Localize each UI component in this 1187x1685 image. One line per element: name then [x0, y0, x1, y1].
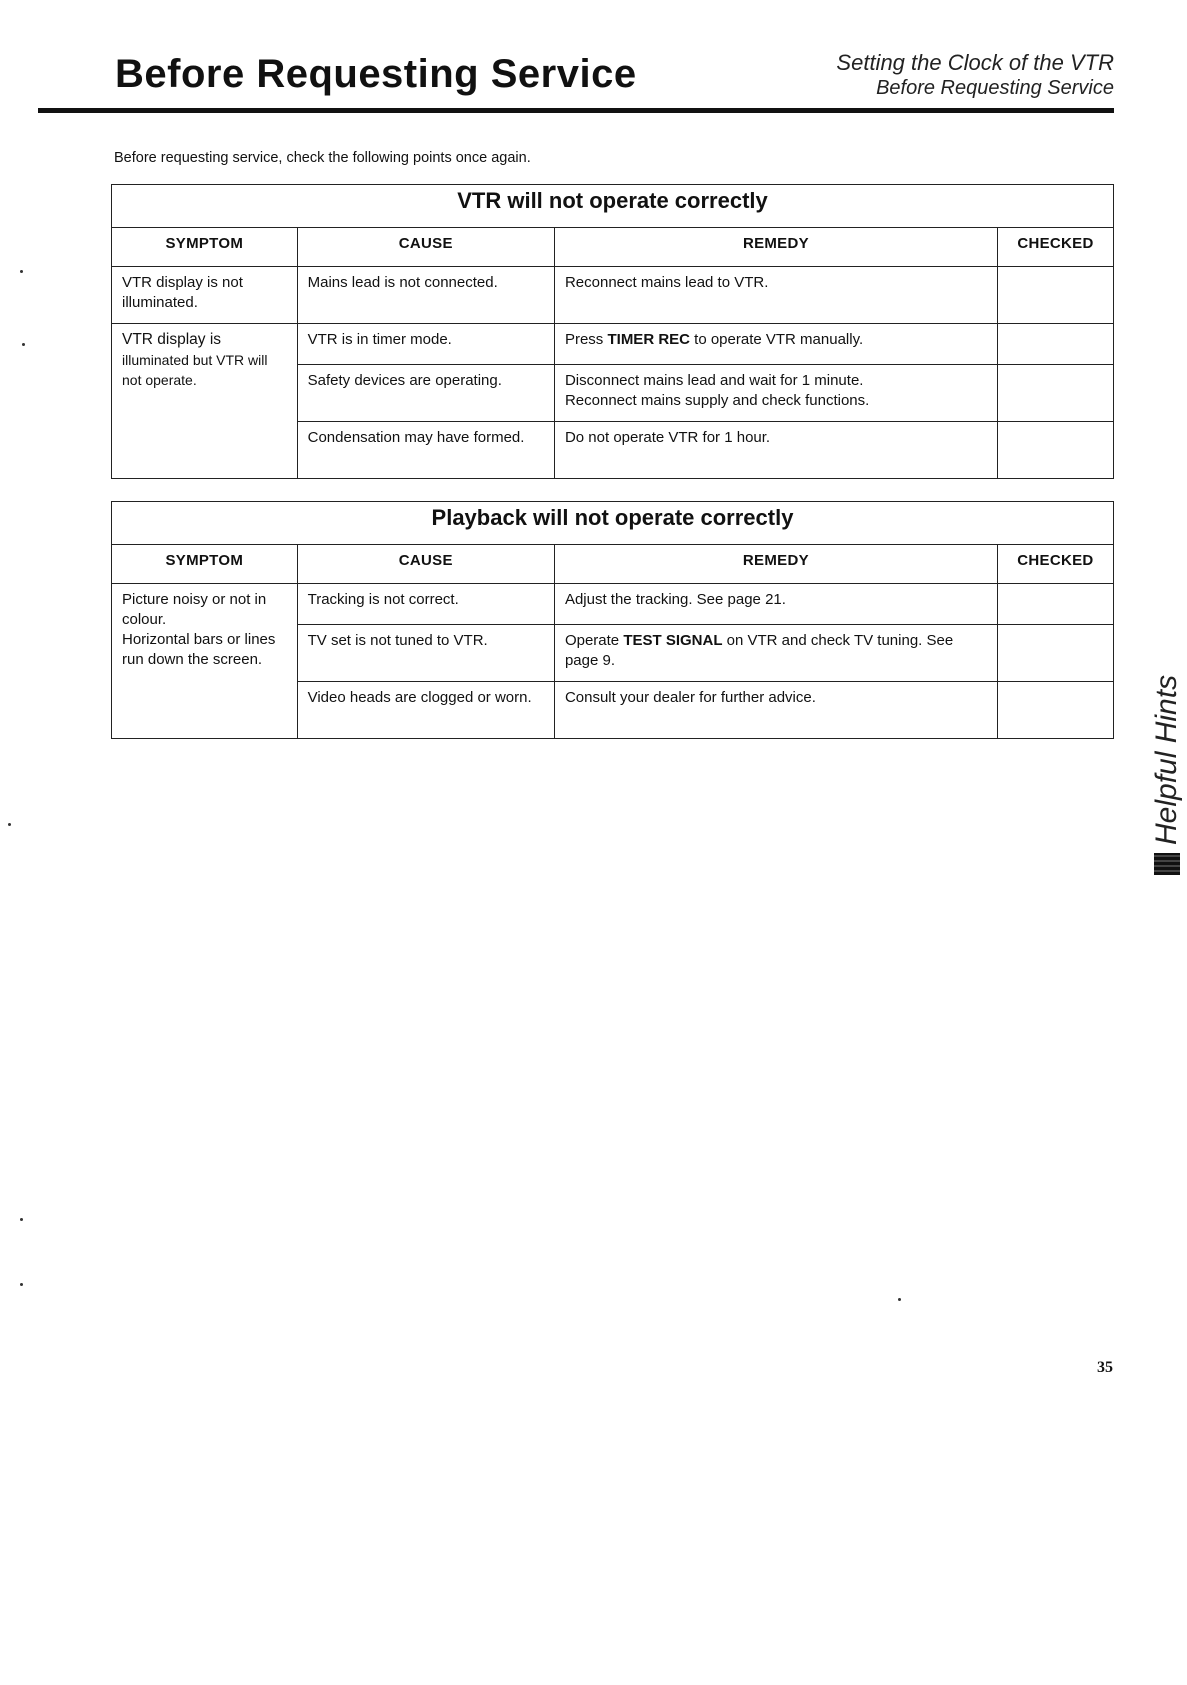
column-header-remedy: REMEDY [554, 545, 997, 584]
table-title: Playback will not operate correctly [112, 502, 1114, 545]
cause-cell: Video heads are clogged or worn. [297, 682, 554, 739]
symptom-cell: VTR display is not illuminated. [112, 267, 298, 324]
checked-box[interactable] [997, 267, 1113, 324]
symptom-line: Picture noisy or not in colour. [122, 591, 267, 628]
side-tab [1150, 675, 1184, 875]
checked-box[interactable] [997, 682, 1113, 739]
intro-text: Before requesting service, check the following points once again. [114, 150, 531, 166]
column-header-cause: CAUSE [297, 228, 554, 267]
column-header-remedy: REMEDY [554, 228, 997, 267]
cause-cell: Condensation may have formed. [297, 422, 554, 479]
table-row [112, 324, 1114, 365]
cause-cell: VTR is in timer mode. [297, 324, 554, 365]
symptom-cell [112, 584, 298, 739]
chapter-title: Setting the Clock of the VTR [836, 50, 1114, 75]
checked-box[interactable] [997, 422, 1113, 479]
scan-speck [8, 823, 11, 826]
scan-speck [20, 270, 23, 273]
symptom-line: Horizontal bars or lines run down the screen. [122, 631, 276, 668]
title-divider [38, 108, 1114, 113]
checked-box[interactable] [997, 584, 1113, 625]
remedy-cell: Do not operate VTR for 1 hour. [554, 422, 997, 479]
remedy-text: Press [564, 331, 604, 348]
button-name-test-signal: TEST SIGNAL [623, 632, 723, 649]
remedy-cell: Consult your dealer for further advice. [554, 682, 997, 739]
cause-cell: Tracking is not correct. [297, 584, 554, 625]
remedy-text: to operate VTR manually. [694, 331, 864, 348]
checked-box[interactable] [997, 365, 1113, 422]
scan-speck [20, 1283, 23, 1286]
remedy-line: Disconnect mains lead and wait for 1 minute. [564, 372, 864, 389]
column-header-cause: CAUSE [297, 545, 554, 584]
vtr-troubleshooting-table [111, 184, 1114, 479]
symptom-line: VTR display is [122, 331, 222, 348]
chapter-header [836, 50, 1114, 100]
cause-cell: TV set is not tuned to VTR. [297, 625, 554, 682]
remedy-text: Operate [564, 632, 620, 649]
checked-box[interactable] [997, 625, 1113, 682]
scan-speck [22, 343, 25, 346]
remedy-cell: Reconnect mains lead to VTR. [554, 267, 997, 324]
cause-cell: Mains lead is not connected. [297, 267, 554, 324]
side-tab-label: Helpful Hints [1150, 674, 1183, 845]
table-row [112, 584, 1114, 625]
table-title: VTR will not operate correctly [112, 185, 1114, 228]
scan-speck [898, 1298, 901, 1301]
playback-troubleshooting-table [111, 501, 1114, 739]
remedy-cell [554, 324, 997, 365]
symptom-line: illuminated but VTR will not operate. [122, 352, 268, 388]
column-header-symptom: SYMPTOM [112, 228, 298, 267]
section-title: Before Requesting Service [876, 77, 1114, 99]
tab-marker-icon [1154, 853, 1180, 875]
scan-speck [20, 1218, 23, 1221]
symptom-cell [112, 324, 298, 479]
column-header-checked: CHECKED [997, 545, 1113, 584]
page-number: 35 [1097, 1359, 1113, 1376]
cause-cell: Safety devices are operating. [297, 365, 554, 422]
remedy-cell: Adjust the tracking. See page 21. [554, 584, 997, 625]
remedy-cell [554, 625, 997, 682]
column-header-checked: CHECKED [997, 228, 1113, 267]
remedy-text: on VTR and check TV tuning. See page 9. [564, 632, 954, 669]
page-title: Before Requesting Service [115, 52, 637, 96]
remedy-line: Reconnect mains supply and check functions. [564, 392, 870, 409]
column-header-symptom: SYMPTOM [112, 545, 298, 584]
table-row [112, 267, 1114, 324]
button-name-timer-rec: TIMER REC [607, 331, 690, 348]
remedy-cell [554, 365, 997, 422]
checked-box[interactable] [997, 324, 1113, 365]
